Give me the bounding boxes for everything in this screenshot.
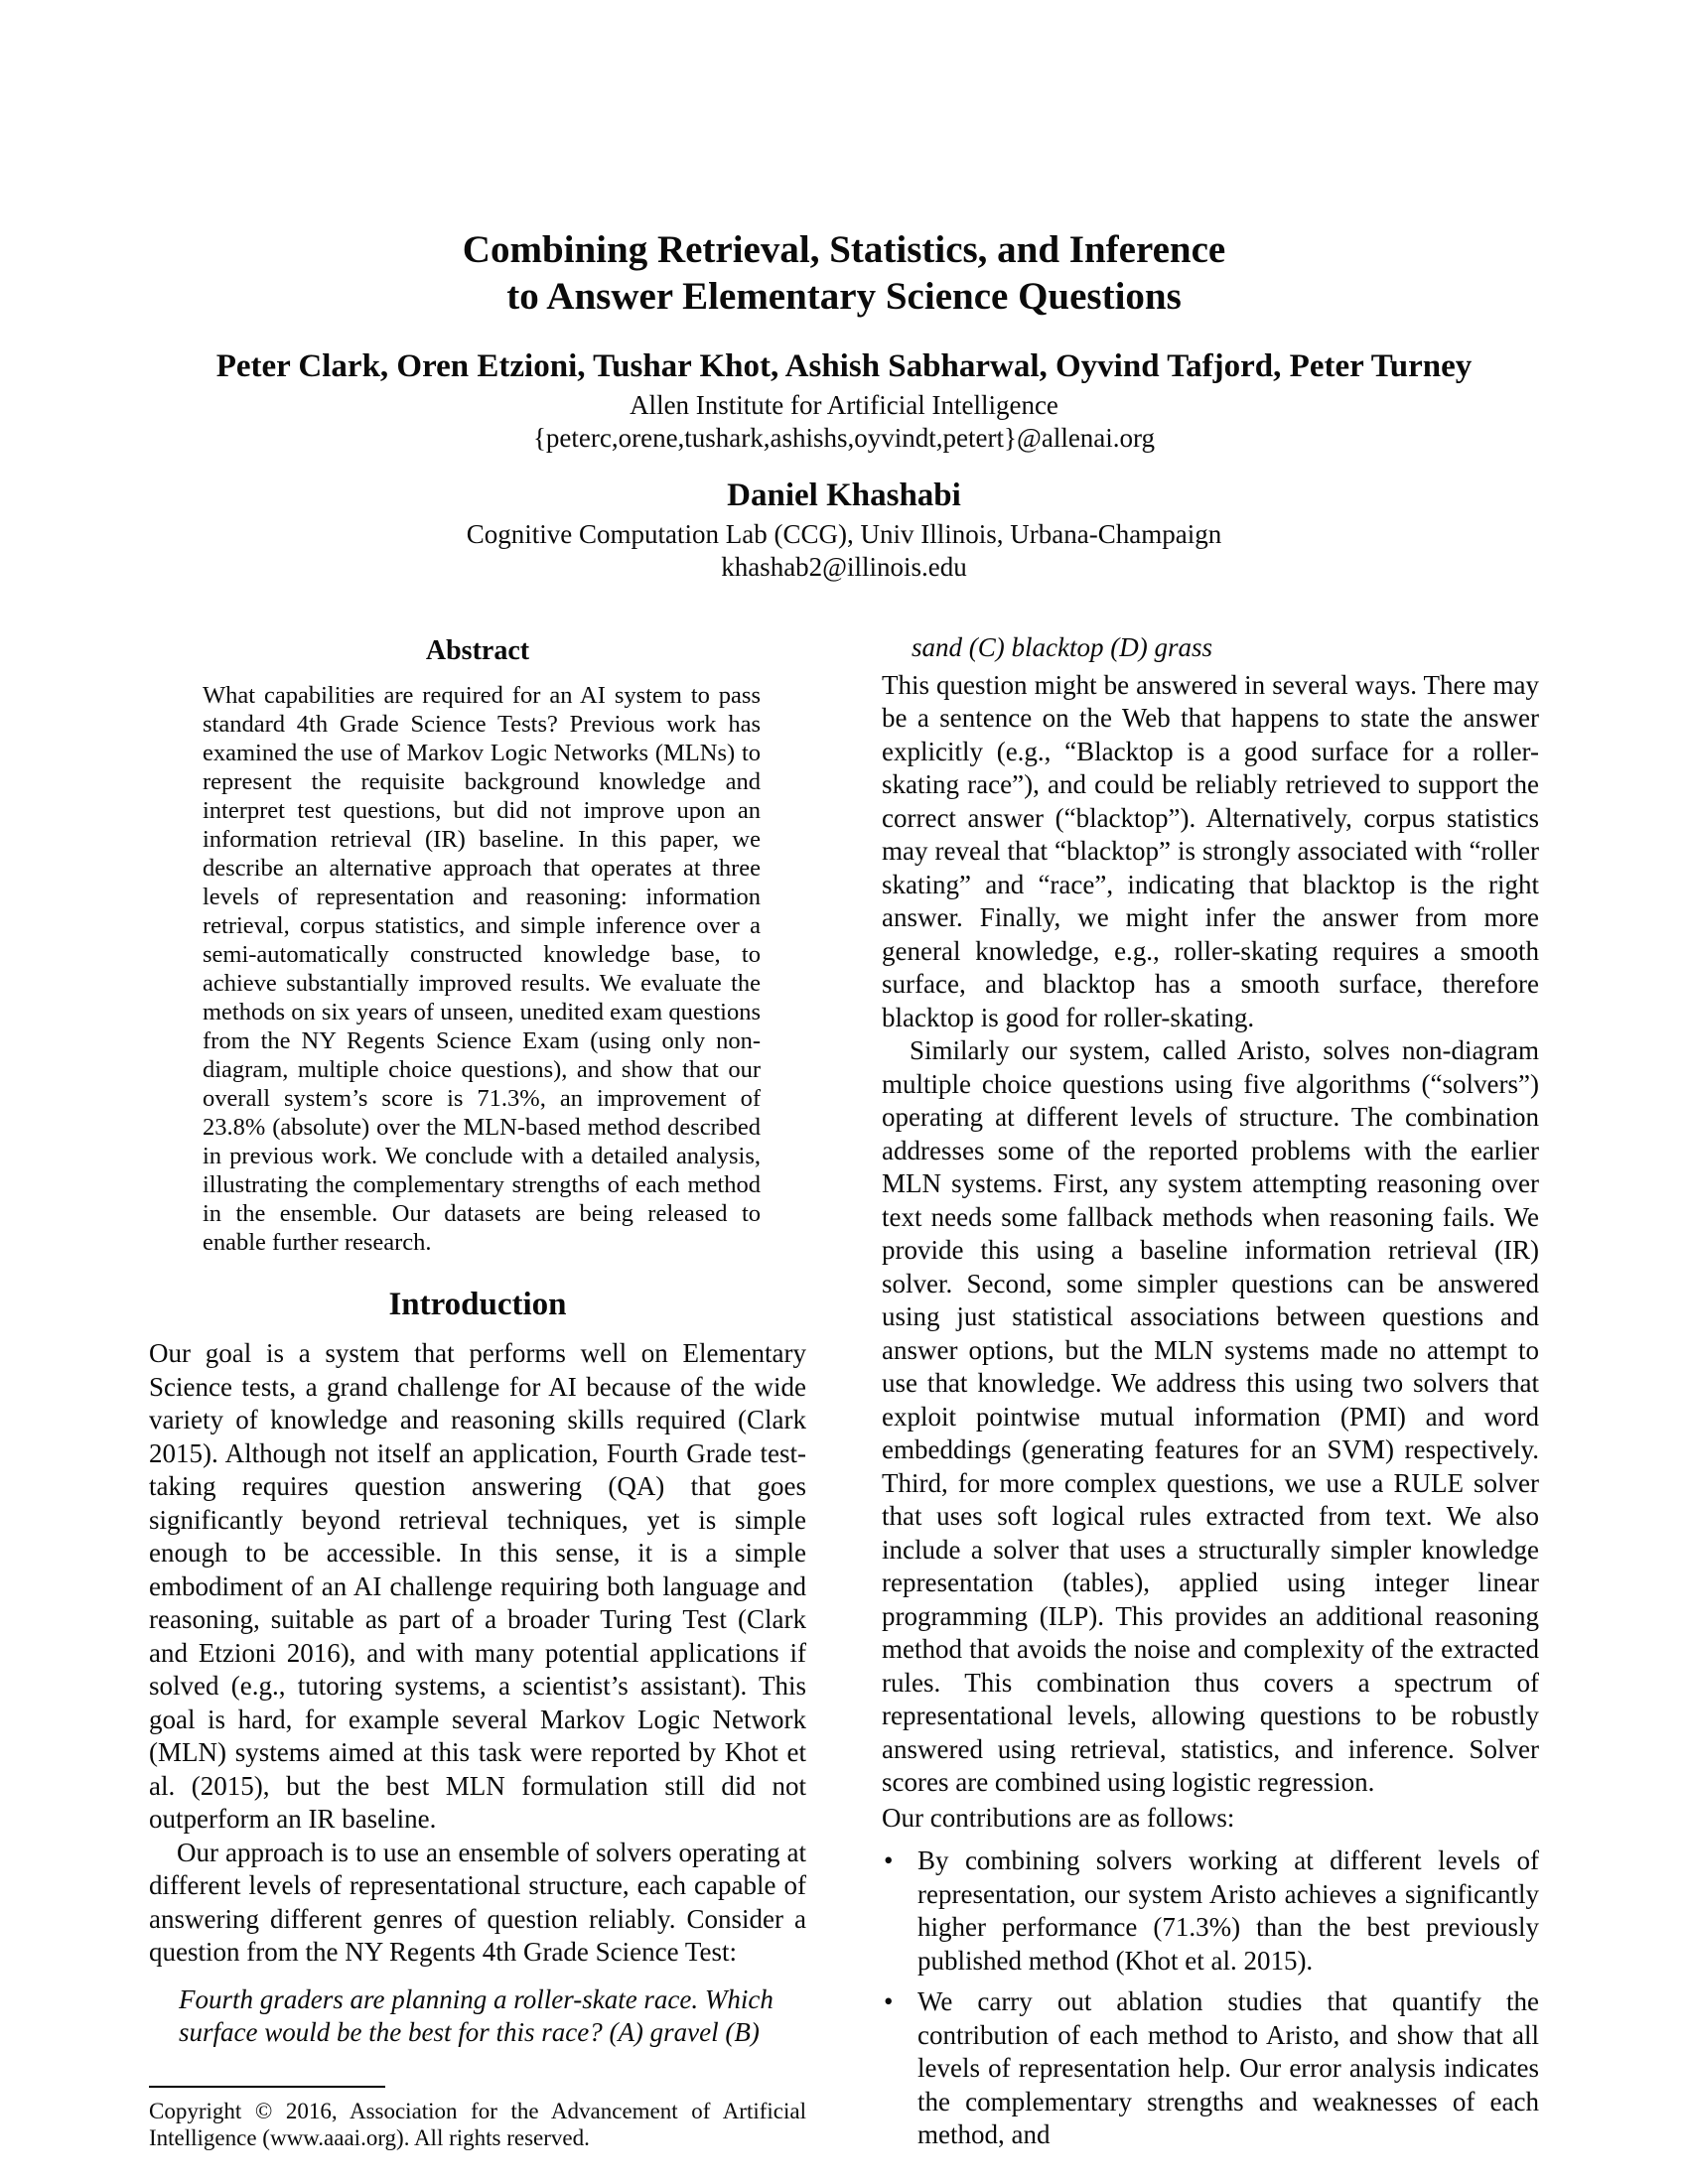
left-column — [149, 631, 806, 2152]
contribution-bullet-1 — [882, 1844, 1539, 1978]
emails-2: khashab2@illinois.edu — [721, 552, 967, 582]
affiliation-2: Cognitive Computation Lab (CCG), Univ Illinois, Urbana-Champaign — [466, 519, 1222, 549]
right-column — [882, 631, 1539, 2152]
body-paragraph-answer-ways: This question might be answered in several ways. There may be a sentence on the Web that happens to state the answer explicitly (e.g., “Blacktop is a good surface for a roller-skating race”), and could be reliably retrieved to support the correct answer (“blacktop”). Alternatively, corpus statistics may reveal that “blacktop” is strongly associated with “roller skating” and “race”, indicating that blacktop is the right answer. Finally, we might infer the answer from more general knowledge, e.g., roller-skating requires a smooth surface, and blacktop has a smooth surface, therefore blacktop is good for roller-skating. — [882, 669, 1539, 1032]
copyright-footnote — [149, 2062, 806, 2152]
intro-paragraph-2: Our approach is to use an ensemble of solvers operating at different levels of representational structure, each capable of answering different genres of question reliably. Consider a question from the NY Regents 4th Grade Science Test: — [149, 1837, 806, 1967]
paper-title-line-2: to Answer Elementary Science Questions — [506, 275, 1182, 318]
affiliation-1: Allen Institute for Artificial Intelligence — [630, 390, 1058, 420]
bullet-icon: • — [884, 1986, 894, 2016]
example-question-part-1: Fourth graders are planning a roller-skate race. Which surface would be the best for this race? (A) gravel (B) — [179, 1983, 774, 2047]
body-paragraph-aristo-solvers: Similarly our system, called Aristo, solves non-diagram multiple choice questions using five algorithms (“solvers”) operating at different levels of structure. The combination addresses some of the reported problems with the earlier MLN systems. First, any system attempting reasoning over text needs some fallback methods when reasoning fails. We provide this using a baseline information retrieval (IR) solver. Second, some simpler questions can be answered using just statistical associations between questions and answer options, but the MLN systems made no attempt to use that knowledge. We address this using two solvers that exploit pointwise mutual information (PMI) and word embeddings (generating features for an SVM) respectively. Third, for more complex questions, we use a RULE solver that uses soft logical rules extracted from text. We also include a solver that uses a structurally simpler knowledge representation (tables), applied using integer linear programming (ILP). This provides an additional reasoning method that avoids the noise and complexity of the extracted rules. This combination thus covers a spectrum of representational levels, allowing questions to be robustly answered using retrieval, statistics, and inference. Solver scores are combined using logistic regression. — [882, 1035, 1539, 1797]
footnote-rule — [149, 2086, 385, 2088]
contributions-list — [882, 1844, 1539, 2152]
paper-title-line-1: Combining Retrieval, Statistics, and Inference — [462, 228, 1226, 271]
contribution-bullet-2-text: We carry out ablation studies that quantify the contribution of each method to Aristo, and show that all levels of representation help. Our error analysis indicates the complementary strengths and weaknesses of each method, and — [917, 1986, 1539, 2149]
emails-1: {peterc,orene,tushark,ashishs,oyvindt,petert}@allenai.org — [532, 423, 1156, 453]
abstract-text: What capabilities are required for an AI system to pass standard 4th Grade Science Tests? Previous work has examined the use of Markov Logic Networks (MLNs) to represent the requisite background knowledge and interpret test questions, but did not improve upon an information retrieval (IR) baseline. In this paper, we describe an alternative approach that operates at three levels of representation and reasoning: information retrieval, corpus statistics, and simple inference over a semi-automatically constructed knowledge base, to achieve substantially improved results. We evaluate the methods on six years of unseen, unedited exam questions from the NY Regents Science Exam (using only non-diagram, multiple choice questions), and show that our overall system’s score is 71.3%, an improvement of 23.8% (absolute) over the MLN-based method described in previous work. We conclude with a detailed analysis, illustrating the complementary strengths of each method in the ensemble. Our datasets are being released to enable further research. — [203, 682, 761, 1256]
contribution-bullet-1-text: By combining solvers working at different levels of representation, our system Aristo achieves a significantly higher performance (71.3%) than the best previously published method (Khot et al. 2015). — [917, 1845, 1539, 1976]
contribution-bullet-2 — [882, 1985, 1539, 2152]
bullet-icon: • — [884, 1845, 894, 1875]
two-column-body — [0, 631, 1688, 2152]
introduction-heading: Introduction — [388, 1287, 567, 1322]
paper-header — [0, 0, 1688, 584]
authors-line: Peter Clark, Oren Etzioni, Tushar Khot, Ashish Sabharwal, Oyvind Tafjord, Peter Turney — [215, 348, 1473, 384]
author-2: Daniel Khashabi — [727, 478, 961, 513]
example-question-part-2: sand (C) blacktop (D) grass — [912, 632, 1212, 662]
contributions-lead: Our contributions are as follows: — [882, 1802, 1235, 1833]
intro-paragraph-1: Our goal is a system that performs well on Elementary Science tests, a grand challenge for AI because of the wide variety of knowledge and reasoning skills required (Clark 2015). Although not itself an application, Fourth Grade test-taking requires question answering (QA) that goes significantly beyond retrieval techniques, yet is simple enough to be accessible. In this sense, it is a simple embodiment of an AI challenge requiring both language and reasoning, suitable as part of a broader Turing Test (Clark and Etzioni 2016), and with many potential applications if solved (e.g., tutoring systems, a scientist’s assistant). This goal is hard, for example several Markov Logic Network (MLN) systems aimed at this task were reported by Khot et al. (2015), but the best MLN formulation still did not outperform an IR baseline. — [149, 1338, 806, 1834]
abstract-heading: Abstract — [425, 635, 530, 666]
footnote-text: Copyright © 2016, Association for the Advancement of Artificial Intelligence (www.aaai.org). All rights reserved. — [149, 2098, 806, 2150]
